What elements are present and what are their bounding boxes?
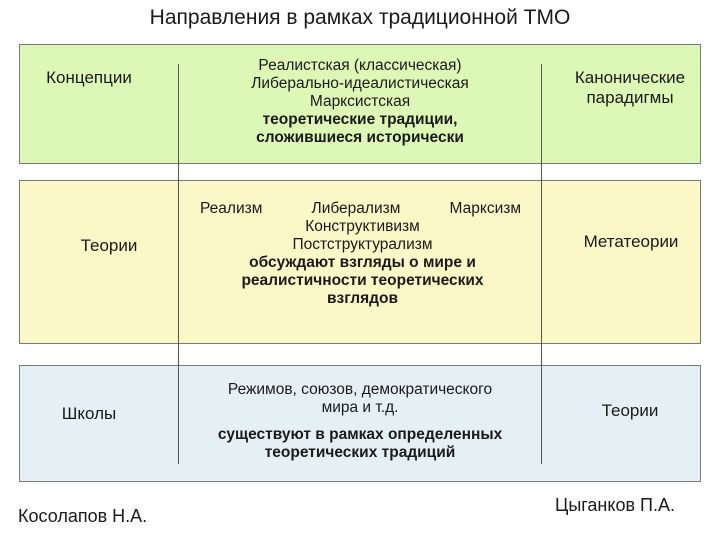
middle-line: Конструктивизм (305, 218, 420, 235)
divider-right (541, 64, 542, 464)
middle-line: Постструктурализм (292, 236, 433, 253)
middle-bold-line: взглядов (326, 290, 399, 307)
row-theories-right (545, 232, 717, 252)
middle-bold-line: сложившиеся исторически (256, 129, 464, 146)
middle-line: Либерально-идеалистическая (251, 75, 469, 92)
row-label-theories: Теории (80, 236, 138, 255)
right-line: Теории (601, 401, 659, 420)
middle-line: Марксистская (309, 93, 411, 110)
row-label-concepts: Концепции (46, 68, 132, 87)
middle-word: Марксизм (449, 200, 521, 217)
page-title: Направления в рамках традиционной ТМО (149, 6, 571, 29)
middle-bold-line: обсуждают взгляды о мире и (249, 254, 476, 271)
right-line: Канонические (574, 68, 686, 87)
middle-word-row (190, 200, 535, 218)
middle-word: Реализм (200, 200, 263, 217)
middle-line: мира и т.д. (321, 399, 399, 416)
middle-bold-line: теоретических традиций (264, 444, 456, 461)
middle-line: Реалистская (классическая) (258, 57, 462, 74)
middle-bold-line: существуют в рамках определенных (217, 426, 503, 443)
divider-left (178, 64, 179, 464)
row-schools-middle (180, 381, 540, 462)
author-right: Цыганков П.А. (555, 495, 675, 515)
row-theories-middle (190, 200, 535, 308)
middle-bold-line: теоретические традиции, (262, 111, 458, 128)
row-schools-right (545, 401, 715, 421)
right-line: Метатеории (583, 232, 679, 251)
row-label-schools: Школы (61, 404, 117, 423)
author-left: Косолапов Н.А. (18, 506, 148, 526)
middle-line: Режимов, союзов, демократического (227, 381, 493, 398)
middle-word: Либерализм (311, 200, 401, 217)
middle-bold-line: реалистичности теоретических (241, 272, 484, 289)
right-line: парадигмы (586, 88, 674, 107)
row-concepts-middle (185, 57, 535, 147)
row-concepts-right (545, 68, 715, 108)
